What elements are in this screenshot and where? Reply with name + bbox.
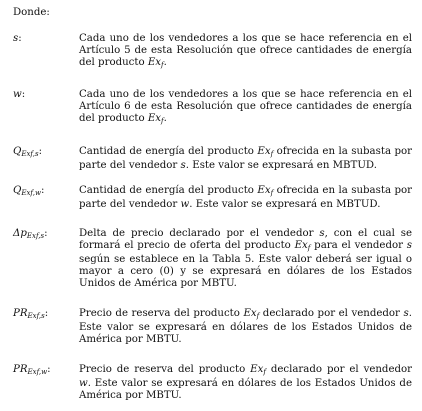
definition-segment: f <box>270 189 274 197</box>
definition-segment: Cantidad de energía del producto <box>79 146 258 157</box>
definition-segment: s <box>319 228 325 239</box>
term-subscript: Exf,w <box>27 368 48 376</box>
definition-segment: ofrecida en la subasta por parte del vendedor <box>79 185 412 211</box>
definition-segment: w <box>180 199 190 211</box>
definition-segment: Precio de reserva del producto <box>79 364 251 375</box>
definition-term: w: <box>13 89 26 100</box>
definition-segment: Ex <box>294 240 308 252</box>
definition-segment: f <box>263 368 266 376</box>
definition-segment: , con el cual se formará el precio de oferta del producto <box>79 228 412 252</box>
definition-segment: Ex <box>257 185 271 196</box>
definition-segment: declarado por el vendedor <box>259 308 404 319</box>
definition-term: $\Delta p_{Exf,s}$: <box>13 228 48 240</box>
term-subscript: Exf,s <box>21 150 39 158</box>
definition-term: $Q_{Exf,s}$: <box>13 146 43 158</box>
definition-segment: f <box>307 244 311 253</box>
definition-segment: . Este valor se expresará en dólares de los Estados Unidos de América por MBTU. <box>79 378 412 402</box>
definition-segment: Precio de reserva del producto <box>79 308 244 319</box>
term-subscript: Exf,s <box>26 232 45 240</box>
definition-segment: según se establece en la Tabla 5. Este valor deberá ser igual o mayor a cero (0) y se expresará en dólares de los Estados Unidos de América por MBTU. <box>79 254 412 290</box>
definition-segment: Cada uno de los vendedores a los que se hace referencia en el Artículo 6 de esta Resolución que ofrece cantidades de energía del producto <box>79 89 412 125</box>
definition-segment: . Este valor se expresará en MBTUD. <box>189 199 381 211</box>
definition-segment: f <box>256 312 260 320</box>
term-symbol: s <box>13 33 19 44</box>
definition-segment: Ex <box>147 113 162 125</box>
definition-segment: . Este valor se expresará en MBTUD. <box>185 160 377 172</box>
definition-text <box>79 33 412 71</box>
definition-segment: para el vendedor <box>310 240 407 252</box>
definition-term: $PR_{Exf,w}$: <box>13 364 51 376</box>
definition-segment: Ex <box>250 364 264 375</box>
term-subscript: Exf,s <box>27 312 45 320</box>
term-symbol: w <box>13 89 22 100</box>
definition-segment: . <box>163 113 167 125</box>
heading-donde: Donde: <box>13 7 50 18</box>
definition-segment: s <box>180 160 186 172</box>
term-symbol: Q <box>13 146 22 157</box>
definition-segment: Delta de precio declarado por el vendedor <box>79 228 320 239</box>
definition-segment: f <box>161 61 164 70</box>
definition-term: $Q_{Exf,w}$: <box>13 185 45 197</box>
term-symbol: PR <box>13 308 28 319</box>
definition-text <box>79 146 412 172</box>
definition-segment: . <box>163 57 167 69</box>
definition-segment: Ex <box>147 57 162 69</box>
definition-segment: . Este valor se expresará en dólares de los Estados Unidos de América por MBTU. <box>79 308 412 346</box>
definition-term: s: <box>13 33 22 44</box>
term-subscript: Exf,w <box>21 189 41 197</box>
definition-text <box>79 89 412 127</box>
definition-segment: ofrecida en la subasta por parte del vendedor <box>79 146 412 172</box>
definition-segment: s <box>406 240 413 252</box>
definition-segment: s <box>403 308 409 319</box>
definition-text <box>79 185 412 211</box>
definition-segment: w <box>79 378 88 390</box>
definition-segment: f <box>161 117 164 126</box>
definition-text <box>79 364 412 402</box>
definition-text <box>79 308 412 346</box>
definition-term: $PR_{Exf,s}$: <box>13 308 49 320</box>
definition-segment: Cada uno de los vendedores a los que se hace referencia en el Artículo 5 de esta Resolución que ofrece cantidades de energía del producto <box>79 33 412 69</box>
term-symbol: PR <box>13 364 28 375</box>
definition-text <box>79 228 412 290</box>
definition-segment: Ex <box>243 308 257 319</box>
definition-segment: Cantidad de energía del producto <box>79 185 258 196</box>
term-symbol: Δp <box>13 228 27 239</box>
definition-segment: declarado por el vendedor <box>265 364 412 375</box>
term-symbol: Q <box>13 185 22 196</box>
definition-segment: Ex <box>257 146 271 157</box>
definition-segment: f <box>270 150 274 158</box>
